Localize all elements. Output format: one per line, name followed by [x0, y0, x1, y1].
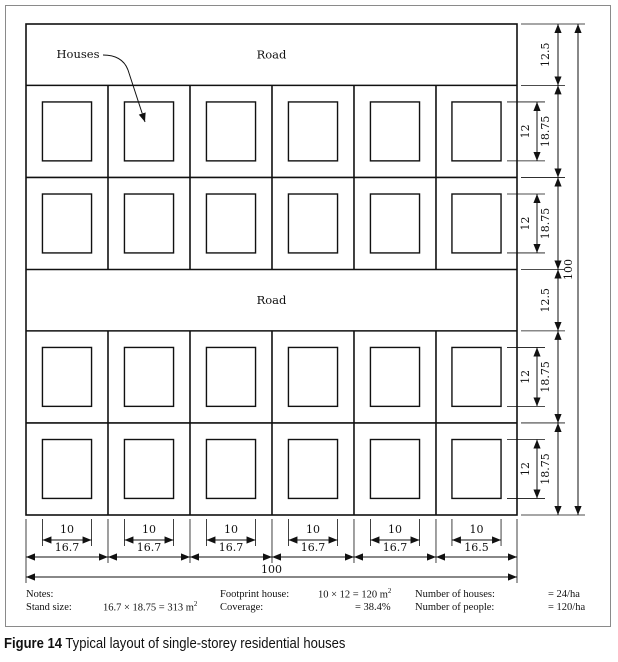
coverage-label: Coverage:	[220, 602, 264, 613]
road-label: Road	[256, 47, 287, 62]
house-footprint	[206, 347, 255, 406]
house-width-label: 10	[141, 523, 156, 536]
lot-width-label: 16.7	[136, 541, 162, 554]
number-of-houses-label: Number of houses:	[415, 589, 495, 600]
number-of-houses-value: = 24/ha	[548, 589, 580, 600]
row-depth-label: 18.75	[539, 115, 552, 148]
house-depth-label: 12	[519, 461, 532, 476]
row-depth-label: 18.75	[539, 453, 552, 485]
house-footprint	[42, 440, 91, 499]
house-width-label: 10	[469, 523, 484, 536]
figure-caption: Figure 14 Typical layout of single-storey residential houses	[4, 636, 346, 652]
house-width-label: 10	[387, 523, 402, 536]
number-of-people-value: = 120/ha	[548, 602, 586, 613]
house-footprint	[206, 194, 255, 253]
house-width-label: 10	[305, 523, 320, 536]
lot-width-label: 16.5	[464, 541, 489, 554]
house-footprint	[452, 194, 501, 253]
house-depth-label: 12	[519, 369, 532, 384]
house-footprint	[42, 102, 91, 161]
house-footprint	[42, 347, 91, 406]
number-of-people-label: Number of people:	[415, 602, 495, 613]
house-footprint	[42, 194, 91, 253]
stand-size-value: 16.7 × 18.75 = 313 $m^2$	[103, 600, 198, 614]
footprint-label: Footprint house:	[220, 589, 290, 600]
house-footprint	[370, 347, 419, 406]
house-width-label: 10	[223, 523, 238, 536]
house-footprint	[370, 440, 419, 499]
total-width-label: 100	[261, 563, 282, 576]
coverage-value: = 38.4%	[355, 602, 391, 613]
house-footprint	[370, 194, 419, 253]
house-width-label: 10	[59, 523, 74, 536]
house-footprint	[124, 440, 173, 499]
house-footprint	[288, 194, 337, 253]
notes-title: Notes:	[26, 589, 54, 600]
house-footprint	[124, 347, 173, 406]
lot-width-label: 16.7	[300, 541, 326, 554]
lot-width-label: 16.7	[382, 541, 408, 554]
road-label: Road	[256, 293, 287, 308]
house-depth-label: 12	[519, 216, 532, 231]
house-footprint	[452, 440, 501, 499]
house-footprint	[288, 347, 337, 406]
house-footprint	[206, 102, 255, 161]
footprint-value: 10 × 12 = 120 $m^2$	[318, 587, 392, 601]
lot-width-label: 16.7	[54, 541, 80, 554]
house-depth-label: 12	[519, 124, 532, 139]
row-depth-label: 18.75	[539, 207, 552, 240]
lot-width-label: 16.7	[218, 541, 244, 554]
house-footprint	[288, 102, 337, 161]
row-depth-label: 18.75	[539, 361, 552, 393]
row-depth-label: 12.5	[539, 287, 552, 313]
house-footprint	[452, 347, 501, 406]
house-footprint	[370, 102, 419, 161]
house-footprint	[452, 102, 501, 161]
houses-label: Houses	[56, 47, 100, 61]
stand-size-label: Stand size:	[26, 602, 72, 613]
total-depth-label: 100	[562, 259, 575, 280]
house-footprint	[124, 102, 173, 161]
house-footprint	[288, 440, 337, 499]
house-footprint	[124, 194, 173, 253]
house-footprint	[206, 440, 255, 499]
row-depth-label: 12.5	[539, 42, 552, 67]
